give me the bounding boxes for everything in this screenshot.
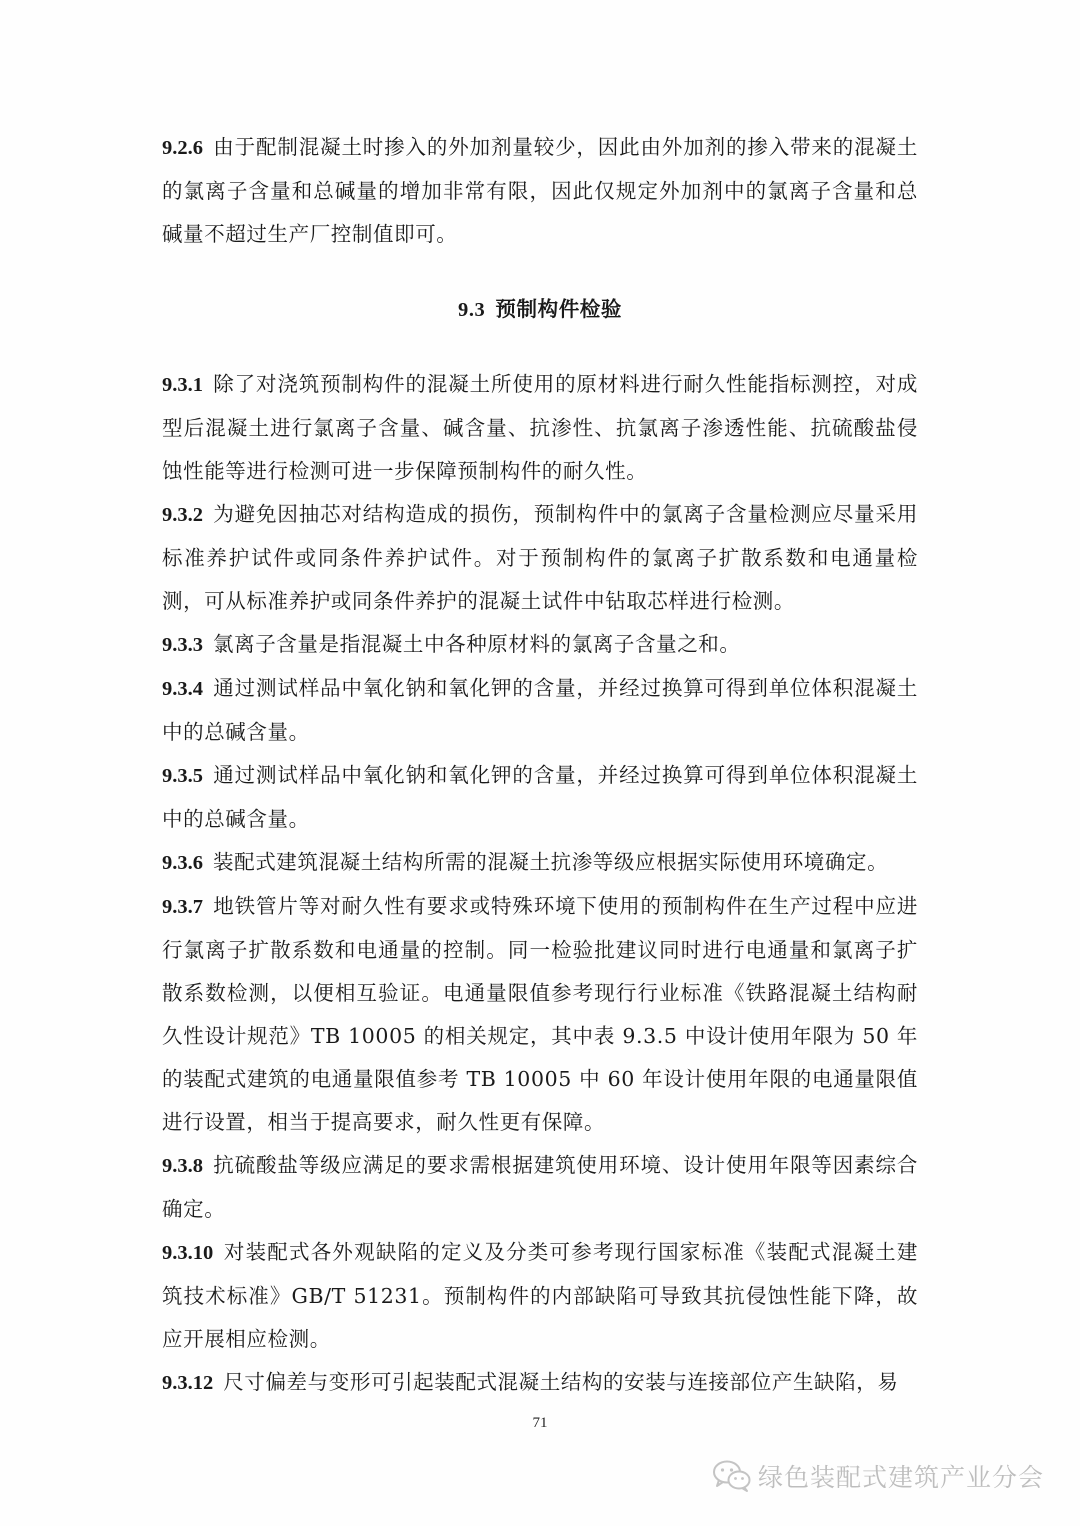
watermark-text: 绿色装配式建筑产业分会 [758,1463,1045,1492]
paragraph-9-3-4 [162,667,918,754]
clause-text: 尺寸偏差与变形可引起装配式混凝土结构的安装与连接部位产生缺陷，易 [223,1370,899,1394]
clause-number: 9.3.8 [162,1155,203,1177]
clause-text: 对装配式各外观缺陷的定义及分类可参考现行国家标准《装配式混凝土建筑技术标准》GB/T 51231。预制构件的内部缺陷可导致其抗侵蚀性能下降，故应开展相应检测。 [162,1240,918,1351]
clause-number: 9.3.6 [162,852,203,874]
paragraph-9-3-3 [162,623,918,667]
paragraph-9-3-10 [162,1231,918,1361]
clause-text: 为避免因抽芯对结构造成的损伤，预制构件中的氯离子含量检测应尽量采用标准养护试件或同条件养护试件。对于预制构件的氯离子扩散系数和电通量检测，可从标准养护或同条件养护的混凝土试件中钻取芯样进行检测。 [162,502,918,613]
clause-text: 装配式建筑混凝土结构所需的混凝土抗渗等级应根据实际使用环境确定。 [213,850,889,874]
clause-number: 9.3.4 [162,678,203,700]
clause-number: 9.3.5 [162,765,203,787]
clause-text: 通过测试样品中氧化钠和氧化钾的含量，并经过换算可得到单位体积混凝土中的总碱含量。 [162,676,918,744]
paragraph-9-3-7 [162,885,918,1144]
section-title-text: 预制构件检验 [495,297,623,321]
paragraph-9-3-8 [162,1144,918,1231]
paragraph-9-3-12 [162,1361,918,1405]
clause-number: 9.3.1 [162,374,203,396]
paragraph-9-3-5 [162,754,918,841]
paragraph-9-3-1 [162,363,918,493]
wechat-icon [712,1459,752,1493]
paragraph-9-3-6 [162,841,918,885]
section-number: 9.3 [457,299,486,321]
page-content [162,126,918,1405]
section-heading [162,288,918,332]
clause-text: 通过测试样品中氧化钠和氧化钾的含量，并经过换算可得到单位体积混凝土中的总碱含量。 [162,763,918,831]
paragraph-9-3-2 [162,493,918,623]
clause-number: 9.3.3 [162,634,203,656]
clause-text: 由于配制混凝土时掺入的外加剂量较少，因此由外加剂的掺入带来的混凝土的氯离子含量和总碱量的增加非常有限，因此仅规定外加剂中的氯离子含量和总碱量不超过生产厂控制值即可。 [162,135,918,246]
paragraph-9-2-6 [162,126,918,256]
page-number: 71 [532,1415,548,1431]
clause-number: 9.3.2 [162,504,203,526]
clause-number: 9.3.7 [162,896,203,918]
clause-number: 9.2.6 [162,137,203,159]
watermark [712,1456,1044,1496]
clause-number: 9.3.12 [162,1372,214,1394]
clause-text: 抗硫酸盐等级应满足的要求需根据建筑使用环境、设计使用年限等因素综合确定。 [162,1153,918,1221]
clause-text: 地铁管片等对耐久性有要求或特殊环境下使用的预制构件在生产过程中应进行氯离子扩散系数和电通量的控制。同一检验批建议同时进行电通量和氯离子扩散系数检测，以便相互验证。电通量限值参考现行行业标准《铁路混凝土结构耐久性设计规范》TB 10005 的相关规定，其中表 9.3.5 中设计使用年限为 50 年的装配式建筑的电通量限值参考 TB 10005 中 60 年设计使用年限的电通量限值进行设置，相当于提高要求，耐久性更有保障。 [162,894,918,1134]
clause-number: 9.3.10 [162,1242,214,1264]
clause-text: 除了对浇筑预制构件的混凝土所使用的原材料进行耐久性能指标测控，对成型后混凝土进行氯离子含量、碱含量、抗渗性、抗氯离子渗透性能、抗硫酸盐侵蚀性能等进行检测可进一步保障预制构件的耐久性。 [162,372,918,483]
clause-text: 氯离子含量是指混凝土中各种原材料的氯离子含量之和。 [213,632,741,656]
